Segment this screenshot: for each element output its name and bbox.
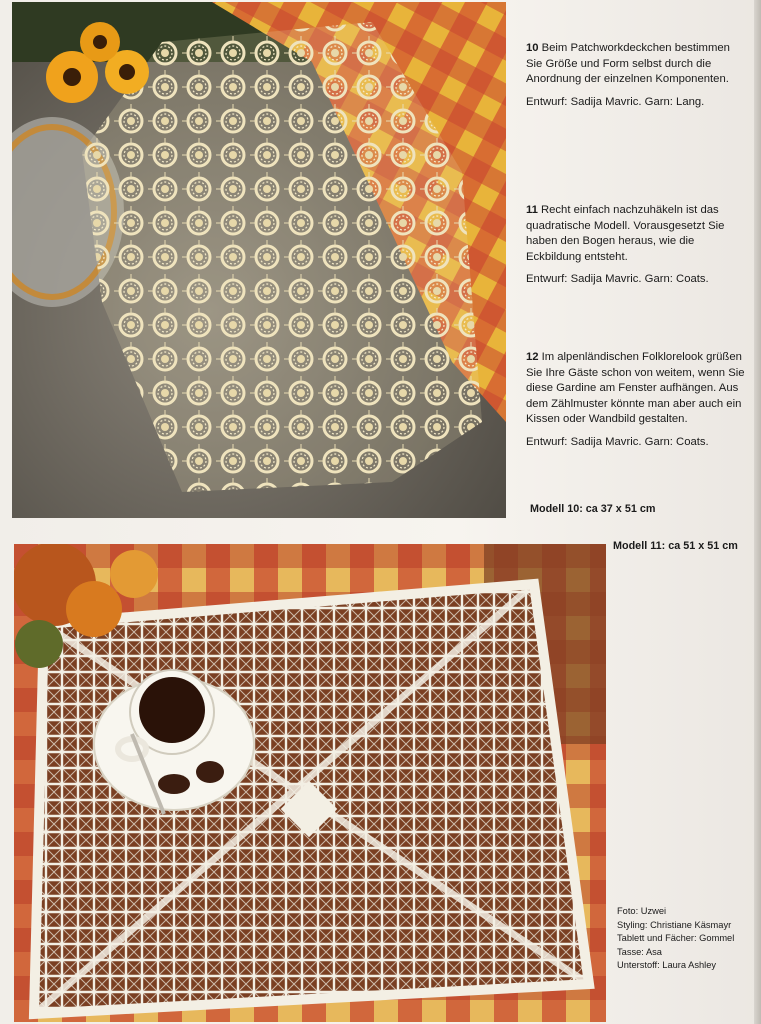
model-number: 11 xyxy=(526,204,538,216)
photo-square-doily xyxy=(14,544,606,1022)
model-10-size: Modell 10: ca 37 x 51 cm xyxy=(530,503,656,515)
photo-credits xyxy=(617,905,759,973)
model-credit: Entwurf: Sadija Mavric. Garn: Coats. xyxy=(526,273,709,286)
model-12-description xyxy=(526,350,748,451)
credit-line: Tasse: Asa xyxy=(617,946,662,957)
model-number: 12 xyxy=(526,351,539,363)
model-11-description xyxy=(526,203,748,288)
photo-patchwork-doily xyxy=(12,2,506,518)
photo-patchwork-doily-image xyxy=(12,2,506,518)
credit-line: Styling: Christiane Käsmayr xyxy=(617,919,732,930)
model-text: Beim Patchworkdeckchen bestimmen Sie Größe und Form selbst durch die Anordnung der einzelnen Komponenten. xyxy=(526,42,730,86)
model-text: Im alpenländischen Folklorelook grüßen Sie Ihre Gäste schon von weitem, wenn Sie diese Gardine am Fenster aufhängen. Aus dem Zählmuster könnte man aber auch ein Kissen oder Wandbild gestalten. xyxy=(526,351,745,426)
model-number: 10 xyxy=(526,42,539,54)
model-10-description xyxy=(526,41,748,110)
model-credit: Entwurf: Sadija Mavric. Garn: Coats. xyxy=(526,435,709,448)
page-edge xyxy=(754,0,761,1024)
model-11-size: Modell 11: ca 51 x 51 cm xyxy=(613,540,738,552)
photo-square-doily-image xyxy=(14,544,606,1022)
credit-line: Unterstoff: Laura Ashley xyxy=(617,960,717,971)
credit-line: Foto: Uzwei xyxy=(617,906,667,916)
model-credit: Entwurf: Sadija Mavric. Garn: Lang. xyxy=(526,95,705,108)
credit-line: Tablett und Fächer: Gommel xyxy=(617,933,735,944)
model-text: Recht einfach nachzuhäkeln ist das quadratische Modell. Vorausgesetzt Sie haben den Bogen heraus, wie die Eckbildung entsteht. xyxy=(526,204,725,263)
